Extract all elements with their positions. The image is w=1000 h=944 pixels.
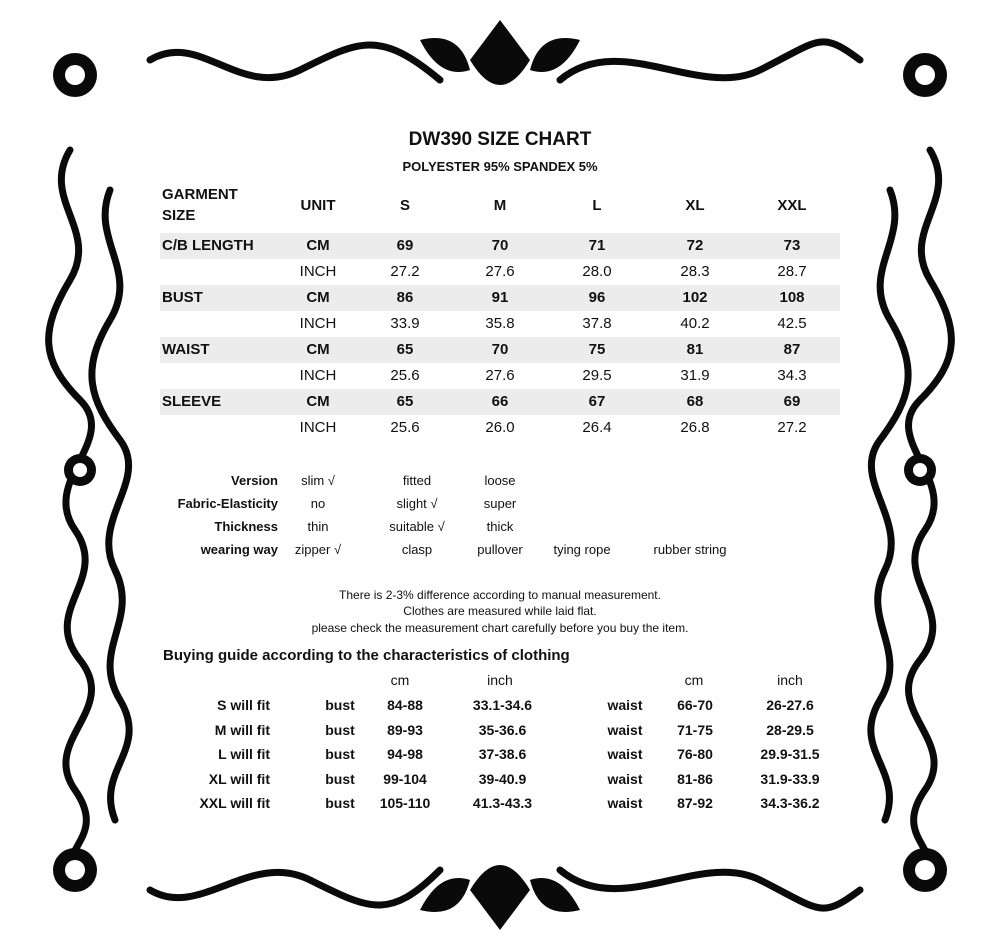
cm-value: 96 — [588, 289, 606, 306]
fit-label: M will fit — [214, 721, 270, 738]
cm-value: 75 — [588, 341, 606, 358]
bust-inch: 33.1-34.6 — [472, 697, 533, 713]
bust-cm: 99-104 — [383, 770, 427, 787]
cm-value: 108 — [779, 289, 805, 306]
inch-value: 25.6 — [390, 367, 420, 384]
bust-label: bust — [325, 746, 355, 762]
bust-inch: 41.3-43.3 — [472, 795, 533, 811]
bust-inch: 35-36.6 — [478, 721, 527, 738]
cm-value: 71 — [588, 237, 606, 254]
note-line: please check the measurement chart carefully before you buy the item. — [311, 621, 689, 635]
cm-value: 87 — [783, 341, 801, 358]
chart-title: DW390 SIZE CHART — [408, 129, 592, 150]
inch-value: 27.6 — [485, 263, 515, 280]
table-row-cm — [160, 337, 840, 363]
inch-value: 28.3 — [680, 263, 710, 280]
inch-value: 25.6 — [390, 419, 420, 436]
waist-label: waist — [607, 795, 643, 811]
characteristic-label: Fabric-Elasticity — [177, 496, 278, 511]
bust-inch-header: inch — [487, 672, 513, 688]
cm-value: 91 — [491, 289, 509, 306]
characteristic-label: Version — [231, 473, 278, 488]
characteristic-option: pullover — [477, 542, 523, 557]
cm-value: 70 — [491, 341, 509, 358]
bust-label: bust — [325, 795, 355, 811]
table-row-inch — [160, 363, 840, 389]
table-row-cm — [160, 285, 840, 311]
fit-label: XXL will fit — [199, 795, 270, 811]
fit-label: L will fit — [218, 746, 270, 762]
unit-cm: CM — [306, 341, 330, 358]
inch-value: 28.7 — [777, 263, 807, 280]
waist-cm: 66-70 — [677, 697, 713, 713]
inch-value: 37.8 — [582, 315, 612, 332]
characteristic-label: wearing way — [200, 542, 278, 557]
waist-label: waist — [607, 770, 643, 787]
bust-cm: 89-93 — [387, 721, 423, 738]
characteristic-option: slight √ — [396, 496, 438, 511]
waist-inch: 29.9-31.5 — [760, 746, 820, 762]
characteristic-option: thin — [307, 519, 329, 534]
waist-cm: 76-80 — [677, 746, 713, 762]
waist-cm: 81-86 — [677, 770, 713, 787]
measurement-label: WAIST — [162, 341, 210, 358]
size-header: L — [592, 197, 602, 214]
unit-cm: CM — [306, 393, 330, 410]
cm-value: 68 — [686, 393, 704, 410]
table-row-cm — [160, 389, 840, 415]
inch-value: 34.3 — [777, 367, 807, 384]
cm-value: 66 — [491, 393, 509, 410]
waist-label: waist — [607, 697, 643, 713]
characteristic-option: slim √ — [301, 473, 335, 488]
cm-value: 81 — [686, 341, 704, 358]
fit-label: S will fit — [217, 697, 270, 713]
unit-inch: INCH — [299, 315, 337, 332]
size-header: M — [493, 197, 507, 214]
waist-inch-header: inch — [777, 672, 803, 688]
unit-inch: INCH — [299, 419, 337, 436]
waist-label: waist — [607, 746, 643, 762]
waist-inch: 28-29.5 — [766, 721, 814, 738]
inch-value: 27.2 — [390, 263, 420, 280]
fit-label: XL will fit — [208, 770, 270, 787]
waist-label: waist — [607, 721, 643, 738]
bust-cm: 84-88 — [387, 697, 423, 713]
waist-inch: 26-27.6 — [766, 697, 814, 713]
size-header: XL — [685, 197, 705, 214]
bust-cm: 94-98 — [387, 746, 423, 762]
bust-cm-header: cm — [390, 672, 410, 688]
bust-cm: 105-110 — [379, 795, 431, 811]
characteristic-option: clasp — [401, 542, 433, 557]
material-subtitle: POLYESTER 95% SPANDEX 5% — [402, 159, 598, 174]
inch-value: 27.2 — [777, 419, 807, 436]
bust-label: bust — [325, 697, 355, 713]
measurement-label: SLEEVE — [162, 393, 222, 410]
unit-header: UNIT — [300, 197, 336, 214]
inch-value: 27.6 — [485, 367, 515, 384]
table-row-inch — [160, 259, 840, 285]
cm-value: 102 — [682, 289, 708, 306]
characteristic-option: no — [310, 496, 326, 511]
table-row-inch — [160, 311, 840, 337]
cm-value: 69 — [396, 237, 414, 254]
characteristic-option: zipper √ — [294, 542, 342, 557]
characteristic-option: super — [483, 496, 517, 511]
inch-value: 40.2 — [680, 315, 710, 332]
bust-label: bust — [325, 721, 355, 738]
inch-value: 31.9 — [680, 367, 710, 384]
cm-value: 86 — [396, 289, 414, 306]
note-line: Clothes are measured while laid flat. — [403, 604, 597, 618]
waist-cm: 71-75 — [677, 721, 713, 738]
inch-value: 26.4 — [582, 419, 612, 436]
waist-cm-header: cm — [684, 672, 704, 688]
unit-inch: INCH — [299, 263, 337, 280]
unit-inch: INCH — [299, 367, 337, 384]
bust-inch: 37-38.6 — [478, 746, 527, 762]
cm-value: 65 — [396, 341, 414, 358]
cm-value: 72 — [686, 237, 704, 254]
characteristic-option: loose — [484, 473, 516, 488]
inch-value: 28.0 — [582, 263, 612, 280]
measurement-label: C/B LENGTH — [162, 237, 254, 254]
characteristic-option: tying rope — [553, 542, 611, 557]
characteristic-option: fitted — [402, 473, 432, 488]
size-header: XXL — [777, 197, 807, 214]
table-row-inch — [160, 415, 840, 441]
inch-value: 26.0 — [485, 419, 515, 436]
size-header: S — [399, 197, 410, 214]
characteristic-option: thick — [486, 519, 514, 534]
cm-value: 67 — [588, 393, 606, 410]
size-table — [160, 180, 840, 441]
measurement-label: BUST — [162, 289, 203, 306]
unit-cm: CM — [306, 237, 330, 254]
characteristic-option: rubber string — [653, 542, 727, 557]
cm-value: 69 — [783, 393, 801, 410]
characteristic-option: suitable √ — [389, 519, 445, 534]
unit-cm: CM — [306, 289, 330, 306]
cm-value: 70 — [491, 237, 509, 254]
garment-size-header: GARMENT SIZE — [162, 186, 238, 224]
inch-value: 35.8 — [485, 315, 515, 332]
characteristic-label: Thickness — [214, 519, 278, 534]
inch-value: 42.5 — [777, 315, 807, 332]
waist-inch: 31.9-33.9 — [760, 770, 820, 787]
cm-value: 65 — [396, 393, 414, 410]
inch-value: 29.5 — [582, 367, 612, 384]
inch-value: 33.9 — [390, 315, 420, 332]
cm-value: 73 — [783, 237, 801, 254]
note-line: There is 2-3% difference according to manual measurement. — [339, 588, 661, 602]
size-table-body — [160, 233, 840, 441]
inch-value: 26.8 — [680, 419, 710, 436]
bust-label: bust — [325, 770, 355, 787]
waist-inch: 34.3-36.2 — [760, 795, 820, 811]
size-table-header — [160, 180, 840, 232]
bust-inch: 39-40.9 — [478, 770, 527, 787]
buying-guide-title: Buying guide according to the characteristics of clothing — [163, 647, 570, 664]
table-row-cm — [160, 233, 840, 259]
waist-cm: 87-92 — [677, 795, 713, 811]
